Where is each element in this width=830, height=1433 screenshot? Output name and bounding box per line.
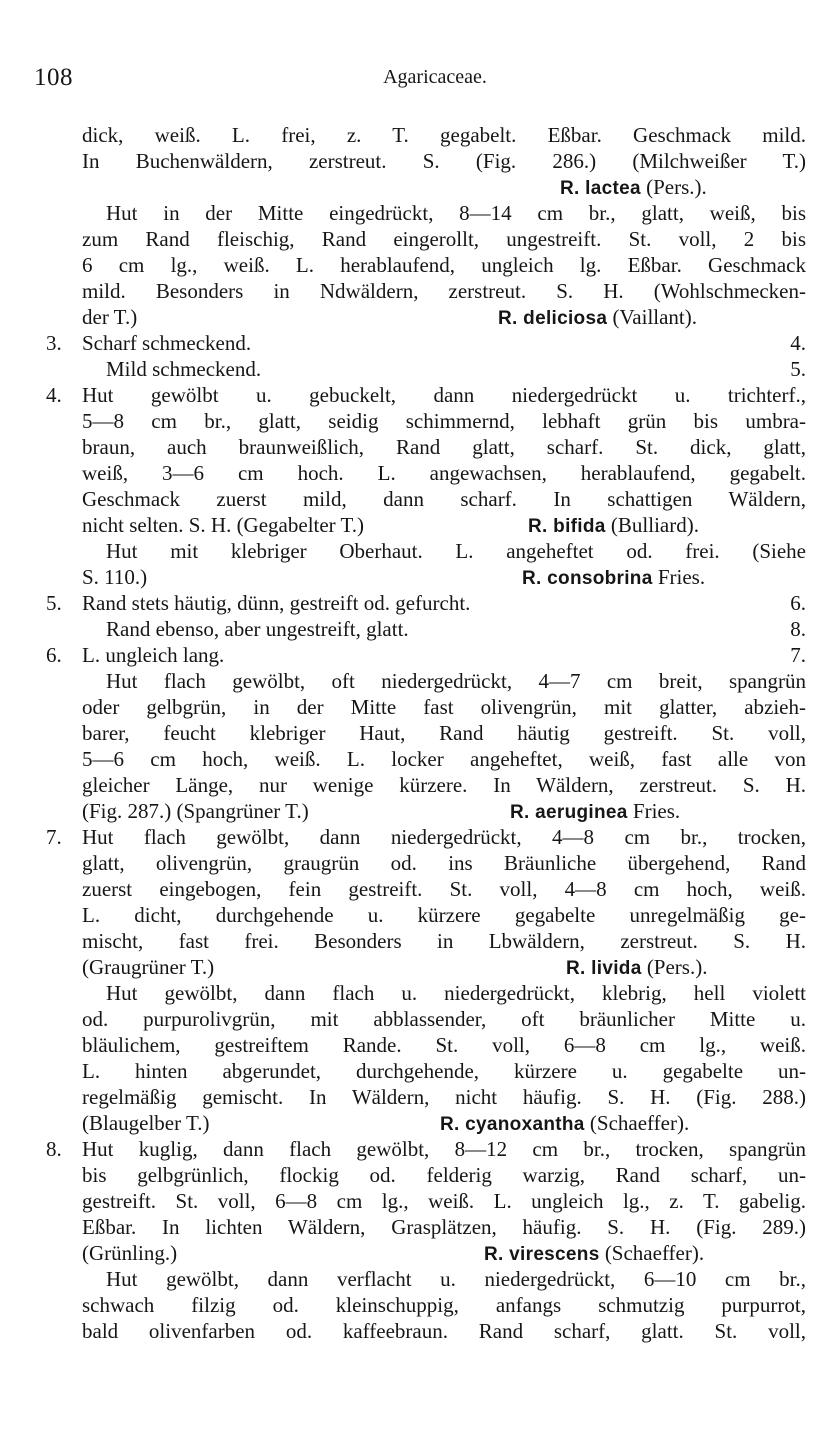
line-text: Geschmack zuerst mild, dann scharf. In schattigen Wäldern, <box>82 487 806 511</box>
key-text: L. ungleich lang. <box>82 643 225 667</box>
line-text: Hut mit klebriger Oberhaut. L. angeheftet od. frei. (Siehe <box>106 539 806 563</box>
line-text: L. hinten abgerundet, durchgehende, kürzere u. gegabelte un- <box>82 1059 806 1083</box>
key-number: 3. <box>46 331 62 355</box>
species-name <box>566 954 707 982</box>
line-text: (Fig. 287.) (Spangrüner T.) <box>82 799 309 823</box>
text-line <box>0 304 830 330</box>
line-text: glatt, olivengrün, graugrün od. ins Bräunliche übergehend, Rand <box>82 851 806 875</box>
text-line <box>0 1058 830 1084</box>
text-line <box>0 616 830 642</box>
key-number: 4. <box>46 383 62 407</box>
line-text: bläulichem, gestreiftem Rande. St. voll, 6—8 cm lg., weiß. <box>82 1033 806 1057</box>
species-name <box>498 304 697 332</box>
text-line <box>0 772 830 798</box>
species-name <box>510 798 680 826</box>
text-line <box>0 824 830 850</box>
species-name <box>560 174 707 202</box>
key-reference: 4. <box>790 331 806 355</box>
line-text: mild. Besonders in Ndwäldern, zerstreut. S. H. (Wohlschmecken- <box>82 279 806 303</box>
key-number: 8. <box>46 1137 62 1161</box>
text-line <box>0 1188 830 1214</box>
line-text: der T.) <box>82 305 138 329</box>
line-text: (Graugrüner T.) <box>82 955 215 979</box>
key-text: Rand stets häutig, dünn, gestreift od. gefurcht. <box>82 591 471 615</box>
line-text: (Grünling.) <box>82 1241 178 1265</box>
line-text: schwach filzig od. kleinschuppig, anfangs schmutzig purpurrot, <box>82 1293 806 1317</box>
text-line <box>0 746 830 772</box>
page-number: 108 <box>34 64 73 91</box>
species-name <box>522 564 705 592</box>
text-line <box>0 174 830 200</box>
text-line <box>0 928 830 954</box>
line-text: Hut flach gewölbt, oft niedergedrückt, 4—7 cm breit, spangrün <box>106 669 806 693</box>
text-line <box>0 148 830 174</box>
species-binomial: R. lactea <box>560 178 641 199</box>
line-text: S. 110.) <box>82 565 148 589</box>
text-line <box>0 1318 830 1344</box>
text-line <box>0 980 830 1006</box>
text-line <box>0 1006 830 1032</box>
line-text: L. dicht, durchgehende u. kürzere gegabelte unregelmäßig ge- <box>82 903 806 927</box>
line-text: zuerst eingebogen, fein gestreift. St. voll, 4—8 cm hoch, weiß. <box>82 877 806 901</box>
species-author: (Schaeffer). <box>599 1241 705 1265</box>
line-text: Hut gewölbt u. gebuckelt, dann niedergedrückt u. trichterf., <box>82 383 806 407</box>
text-line <box>0 850 830 876</box>
line-text: oder gelbgrün, in der Mitte fast olivengrün, mit glatter, abzieh- <box>82 695 806 719</box>
text-line <box>0 902 830 928</box>
key-text: Scharf schmeckend. <box>82 331 252 355</box>
text-line <box>0 434 830 460</box>
text-line <box>0 278 830 304</box>
line-text: gestreift. St. voll, 6—8 cm lg., weiß. L. ungleich lg., z. T. gabelig. <box>82 1189 806 1213</box>
line-text: In Buchenwäldern, zerstreut. S. (Fig. 286.) (Milchweißer T.) <box>82 149 806 173</box>
species-author: (Schaeffer). <box>584 1111 690 1135</box>
text-line <box>0 330 830 356</box>
line-text: od. purpurolivgrün, mit abblassender, oft bräunlicher Mitte u. <box>82 1007 806 1031</box>
key-number: 6. <box>46 643 62 667</box>
key-reference: 7. <box>790 643 806 667</box>
species-binomial: R. aeruginea <box>510 802 628 823</box>
key-number: 7. <box>46 825 62 849</box>
species-author: (Vaillant). <box>607 305 698 329</box>
species-author: Fries. <box>627 799 681 823</box>
key-number: 5. <box>46 591 62 615</box>
species-name <box>484 1240 704 1268</box>
text-line <box>0 408 830 434</box>
text-line <box>0 122 830 148</box>
text-line <box>0 876 830 902</box>
key-reference: 6. <box>790 591 806 615</box>
body-text <box>0 122 830 1344</box>
text-line <box>0 356 830 382</box>
species-author: (Bulliard). <box>605 513 699 537</box>
line-text: 6 cm lg., weiß. L. herablaufend, ungleich lg. Eßbar. Geschmack <box>82 253 806 277</box>
text-line <box>0 486 830 512</box>
line-text: Hut flach gewölbt, dann niedergedrückt, 4—8 cm br., trocken, <box>82 825 806 849</box>
text-line <box>0 564 830 590</box>
line-text: dick, weiß. L. frei, z. T. gegabelt. Eßbar. Geschmack mild. <box>82 123 806 147</box>
line-text: barer, feucht klebriger Haut, Rand häutig gestreift. St. voll, <box>82 721 806 745</box>
line-text: weiß, 3—6 cm hoch. L. angewachsen, herablaufend, gegabelt. <box>82 461 806 485</box>
species-binomial: R. virescens <box>484 1244 600 1265</box>
line-text: nicht selten. S. H. (Gegabelter T.) <box>82 513 365 537</box>
text-line <box>0 590 830 616</box>
text-line <box>0 1084 830 1110</box>
line-text: Hut kuglig, dann flach gewölbt, 8—12 cm br., trocken, spangrün <box>82 1137 806 1161</box>
text-line <box>0 200 830 226</box>
running-title: Agaricaceae. <box>383 66 487 88</box>
species-binomial: R. livida <box>566 958 642 979</box>
species-binomial: R. consobrina <box>522 568 653 589</box>
line-text: mischt, fast frei. Besonders in Lbwäldern, zerstreut. S. H. <box>82 929 806 953</box>
text-line <box>0 642 830 668</box>
species-author: Fries. <box>652 565 706 589</box>
species-name <box>528 512 699 540</box>
key-text: Rand ebenso, aber ungestreift, glatt. <box>106 617 409 641</box>
line-text: regelmäßig gemischt. In Wäldern, nicht häufig. S. H. (Fig. 288.) <box>82 1085 806 1109</box>
text-line <box>0 460 830 486</box>
text-line <box>0 798 830 824</box>
line-text: bald olivenfarben od. kaffeebraun. Rand scharf, glatt. St. voll, <box>82 1319 806 1343</box>
text-line <box>0 1266 830 1292</box>
key-text: Mild schmeckend. <box>106 357 262 381</box>
text-line <box>0 226 830 252</box>
text-line <box>0 512 830 538</box>
line-text: braun, auch braunweißlich, Rand glatt, scharf. St. dick, glatt, <box>82 435 806 459</box>
text-line <box>0 538 830 564</box>
text-line <box>0 382 830 408</box>
text-line <box>0 1240 830 1266</box>
line-text: 5—6 cm hoch, weiß. L. locker angeheftet, weiß, fast alle von <box>82 747 806 771</box>
text-line <box>0 1214 830 1240</box>
text-line <box>0 252 830 278</box>
species-author: (Pers.). <box>641 955 708 979</box>
text-line <box>0 954 830 980</box>
species-name <box>440 1110 689 1138</box>
text-line <box>0 694 830 720</box>
text-line <box>0 1136 830 1162</box>
text-line <box>0 668 830 694</box>
page-header <box>34 64 796 94</box>
species-binomial: R. bifida <box>528 516 606 537</box>
text-line <box>0 720 830 746</box>
text-line <box>0 1162 830 1188</box>
line-text: (Blaugelber T.) <box>82 1111 210 1135</box>
text-line <box>0 1032 830 1058</box>
line-text: Hut gewölbt, dann flach u. niedergedrückt, klebrig, hell violett <box>106 981 806 1005</box>
key-reference: 8. <box>790 617 806 641</box>
line-text: Hut in der Mitte eingedrückt, 8—14 cm br., glatt, weiß, bis <box>106 201 806 225</box>
key-reference: 5. <box>790 357 806 381</box>
text-line <box>0 1292 830 1318</box>
line-text: 5—8 cm br., glatt, seidig schimmernd, lebhaft grün bis umbra- <box>82 409 806 433</box>
species-binomial: R. deliciosa <box>498 308 608 329</box>
line-text: Hut gewölbt, dann verflacht u. niedergedrückt, 6—10 cm br., <box>106 1267 806 1291</box>
line-text: bis gelbgrünlich, flockig od. felderig warzig, Rand scharf, un- <box>82 1163 806 1187</box>
species-author: (Pers.). <box>640 175 707 199</box>
species-binomial: R. cyanoxantha <box>440 1114 585 1135</box>
line-text: Eßbar. In lichten Wäldern, Grasplätzen, häufig. S. H. (Fig. 289.) <box>82 1215 806 1239</box>
text-line <box>0 1110 830 1136</box>
line-text: zum Rand fleischig, Rand eingerollt, ungestreift. St. voll, 2 bis <box>82 227 806 251</box>
line-text: gleicher Länge, nur wenige kürzere. In Wäldern, zerstreut. S. H. <box>82 773 806 797</box>
